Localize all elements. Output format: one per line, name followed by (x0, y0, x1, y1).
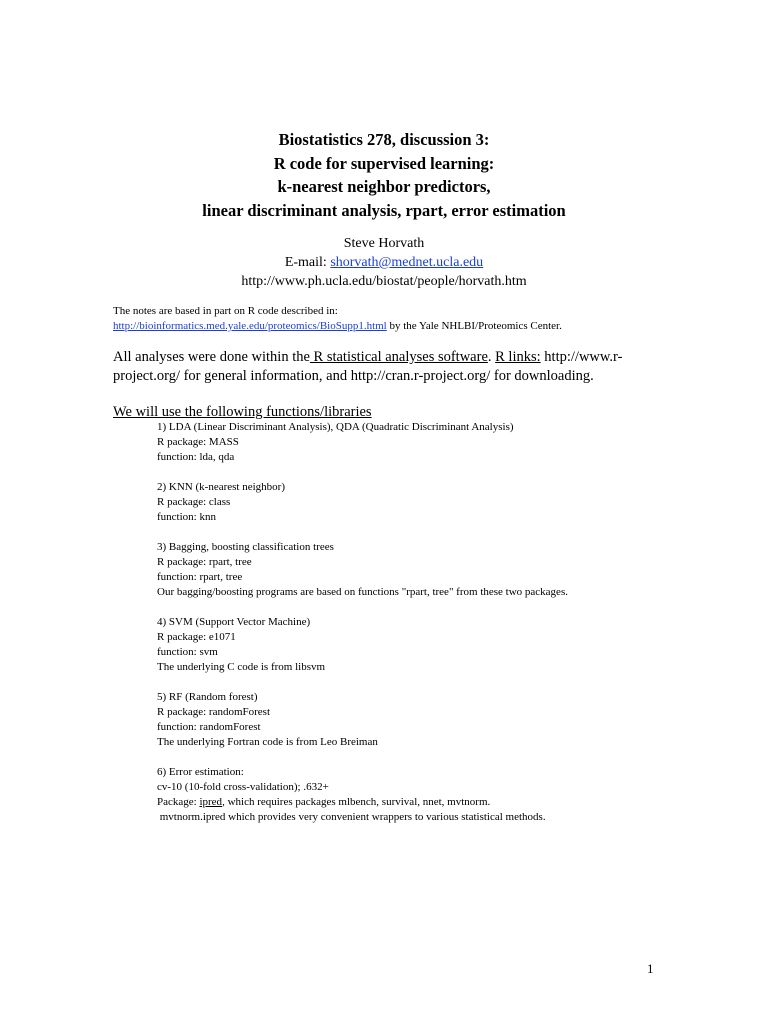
library-rf (157, 690, 737, 750)
library-heading: 1) LDA (Linear Discriminant Analysis), QDA (Quadratic Discriminant Analysis) (157, 421, 514, 433)
library-function: function: lda, qda (157, 451, 235, 463)
library-svm (157, 615, 737, 675)
notes-line-1: The notes are based in part on R code described in: (113, 305, 338, 317)
author-homepage: http://www.ph.ucla.edu/biostat/people/horvath.htm (241, 274, 527, 289)
title-line-3: k-nearest neighbor predictors, (277, 177, 491, 196)
library-package: R package: randomForest (157, 706, 271, 718)
library-package: R package: e1071 (157, 631, 236, 643)
notes-paragraph (113, 304, 753, 334)
ipred-text: ipred (199, 796, 223, 808)
libraries-heading: We will use the following functions/libraries (113, 404, 372, 420)
title-line-2: R code for supervised learning: (273, 153, 495, 173)
author-name: Steve Horvath (343, 236, 425, 251)
analyses-rest: http://www.r-project.org/ for general information, and http://cran.r-project.org/ for downloading. (113, 349, 623, 384)
package-suffix: , which requires packages mlbench, survival, nnet, mvtnorm. (222, 796, 491, 808)
library-heading: 2) KNN (k-nearest neighbor) (157, 481, 285, 493)
library-note: Our bagging/boosting programs are based on functions "rpart, tree" from these two packages. (157, 586, 568, 598)
library-package: R package: class (157, 496, 231, 508)
document-title (0, 128, 768, 222)
package-prefix: Package: (157, 796, 200, 808)
library-note: The underlying C code is from libsvm (157, 661, 326, 673)
libraries-list (157, 420, 737, 840)
email-label: E-mail: (284, 255, 331, 270)
library-function: function: randomForest (157, 721, 261, 733)
library-package (157, 795, 737, 810)
library-error-estimation (157, 765, 737, 825)
library-function: function: rpart, tree (157, 571, 243, 583)
author-block (0, 234, 768, 291)
library-knn (157, 480, 737, 525)
library-lda (157, 420, 737, 465)
analyses-prefix: All analyses were done within the (113, 349, 310, 365)
library-heading: 4) SVM (Support Vector Machine) (157, 616, 311, 628)
title-line-1: Biostatistics 278, discussion 3: (278, 130, 490, 149)
email-link[interactable]: shorvath@mednet.ucla.edu (330, 255, 484, 270)
analyses-paragraph (113, 348, 653, 386)
library-cv: cv-10 (10-fold cross-validation); .632+ (157, 781, 329, 793)
author-email-line (0, 253, 768, 272)
r-software-text: R statistical analyses software (309, 349, 488, 365)
library-note: The underlying Fortran code is from Leo Breiman (157, 736, 378, 748)
r-links-text: R links: (495, 349, 541, 365)
page-number: 1 (647, 961, 654, 976)
title-line-4: linear discriminant analysis, rpart, error estimation (202, 200, 566, 220)
biosupp-link[interactable]: http://bioinformatics.med.yale.edu/proteomics/BioSupp1.html (113, 320, 387, 332)
library-package: R package: rpart, tree (157, 556, 252, 568)
library-heading: 3) Bagging, boosting classification trees (157, 541, 334, 553)
library-heading: 5) RF (Random forest) (157, 691, 258, 703)
library-bagging (157, 540, 737, 600)
notes-line-2 (113, 319, 753, 334)
library-package: R package: MASS (157, 436, 239, 448)
library-function: function: knn (157, 511, 216, 523)
library-function: function: svm (157, 646, 218, 658)
analyses-separator: . (487, 349, 496, 365)
library-note: mvtnorm.ipred which provides very convenient wrappers to various statistical methods. (157, 811, 546, 823)
notes-suffix: by the Yale NHLBI/Proteomics Center. (386, 320, 562, 332)
library-heading: 6) Error estimation: (157, 766, 244, 778)
